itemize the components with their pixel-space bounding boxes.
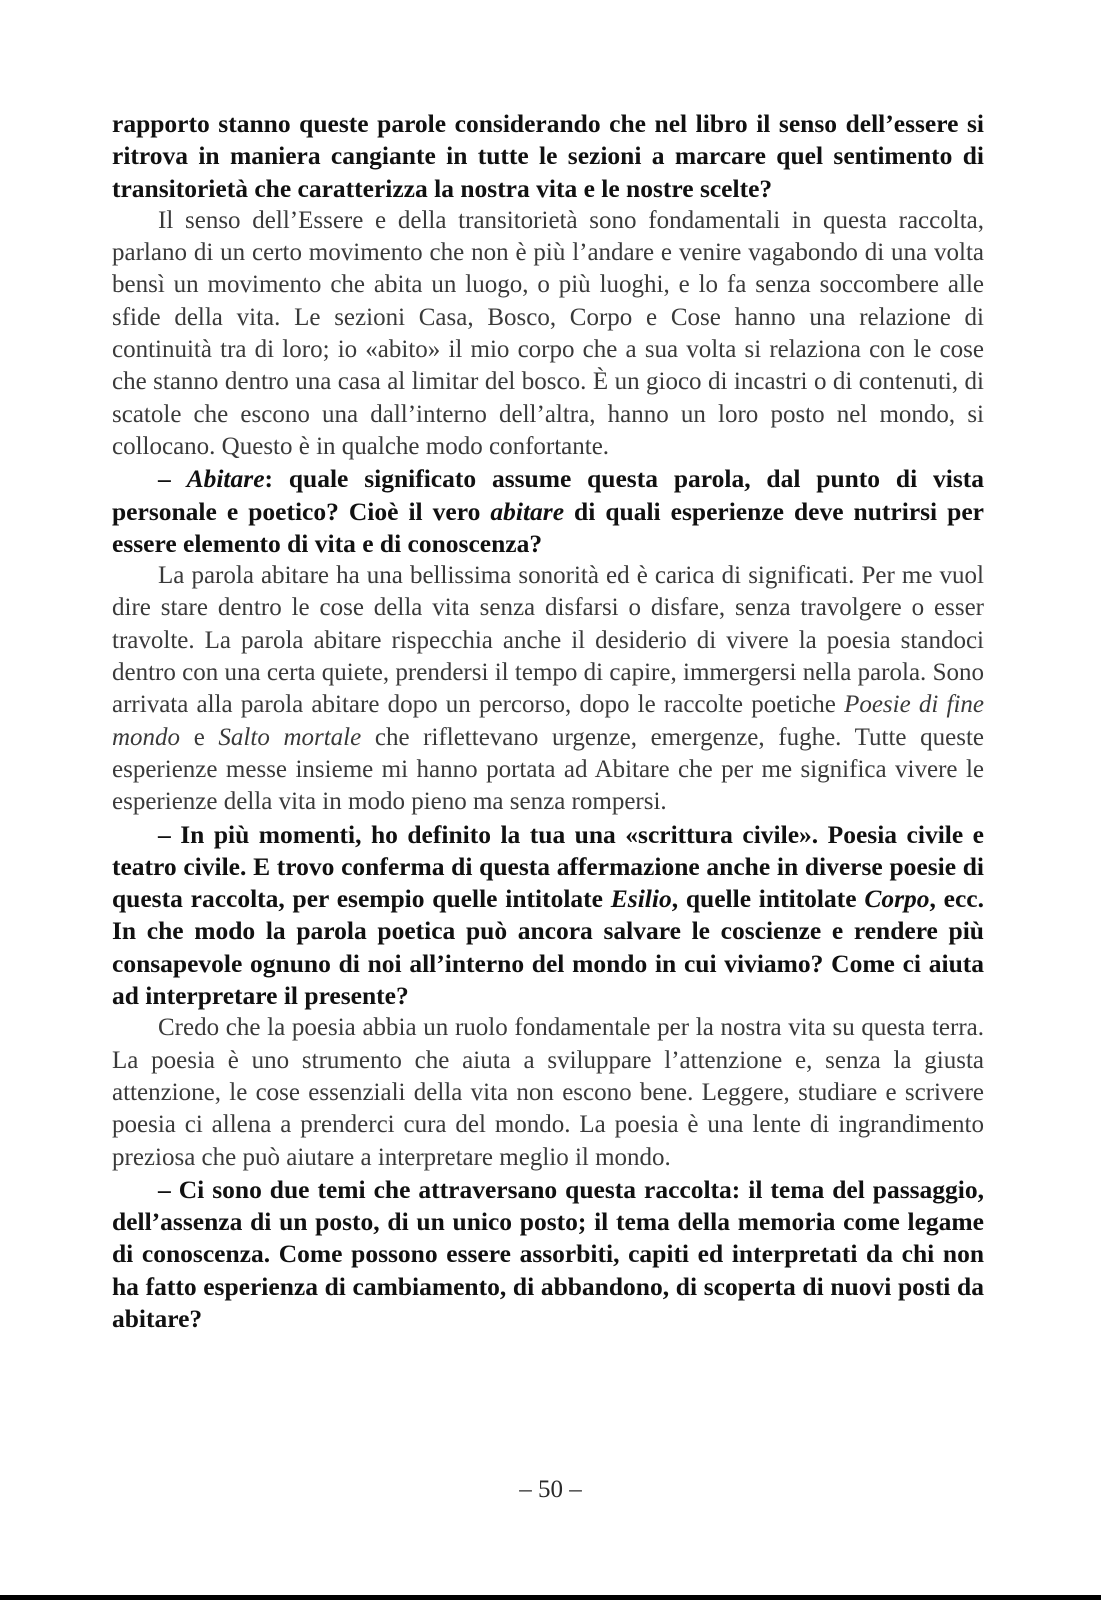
question-2-emphasis-abitare: Abitare xyxy=(186,464,265,494)
question-paragraph-4: – Ci sono due temi che attraversano questa raccolta: il tema del passaggio, dell’assenza di un posto, di un unico posto; il tema della memoria come legame di conoscenza. Come possono essere assorbiti, capiti ed interpretati da chi non ha fatto esperienza di cambiamento, di abbandono, di scoperta di nuovi posti da abitare? xyxy=(112,1174,984,1333)
answer-paragraph-3: Credo che la poesia abbia un ruolo fondamentale per la nostra vita su questa terra. La poesia è uno strumento che aiuta a sviluppare l’attenzione e, senza la giusta attenzione, le cose essenziali della vita non escono bene. Leggere, studiare e scrivere poesia ci allena a prenderci cura del mondo. La poesia è una lente di ingrandimento preziosa che può aiutare a interpretare meglio il mondo. xyxy=(112,1014,984,1171)
question-paragraph-1: rapporto stanno queste parole considerando che nel libro il senso dell’essere si ritrova in maniera cangiante in tutte le sezioni a marcare quel sentimento di transitorietà che caratterizza la nostra vita e le nostre scelte? xyxy=(112,109,984,203)
question-2-suffix: di quali esperienze deve nutrirsi per essere elemento di vita e di conoscenza? xyxy=(112,496,984,558)
answer-2-suffix: che riflettevano urgenze, emergenze, fughe. Tutte queste esperienze messe insieme mi hanno portata ad Abitare che per me significa vivere le esperienze della vita in modo pieno ma senza rompersi. xyxy=(112,723,984,816)
question-2-emphasis-abitare-2: abitare xyxy=(490,496,565,526)
poem-title-corpo: Corpo xyxy=(864,884,930,914)
page-body xyxy=(112,108,984,1335)
page-number: – 50 – xyxy=(519,1476,582,1503)
question-2-middle: : quale significato assume questa parola, dal punto di vista personale e poetico? Cioè il vero xyxy=(112,464,984,526)
book-title-poesie-di-fine-mondo: Poesie di fine mondo xyxy=(112,691,985,751)
question-2-prefix: – xyxy=(158,464,187,494)
answer-2-prefix: La parola abitare ha una bellissima sonorità ed è carica di significati. Per me vuol dire stare dentro le cose della vita senza disfarsi o disfare, senza travolgere o esser travolte. La parola abitare rispecchia anche il desiderio di vivere la poesia standoci dentro con una certa quiete, prendersi il tempo di capire, immergersi nella parola. Sono arrivata alla parola abitare dopo un percorso, dopo le raccolte poetiche xyxy=(112,562,984,719)
question-3-prefix: – In più momenti, ho definito la tua una «scrittura civile». Poesia civile e teatro civile. E trovo conferma di questa affermazione anche in diverse poesie di questa raccolta, per esempio quelle intitolate xyxy=(112,819,984,914)
book-title-salto-mortale: Salto mortale xyxy=(218,723,362,751)
question-paragraph-2 xyxy=(112,463,984,560)
question-3-suffix: , ecc. In che modo la parola poetica può ancora salvare le coscienze e rendere più consapevole ognuno di noi all’interno del mondo in cui viviamo? Come ci aiuta ad interpretare il presente? xyxy=(112,884,984,1011)
answer-paragraph-2 xyxy=(112,560,984,818)
poem-title-esilio: Esilio xyxy=(610,884,672,914)
question-3-middle: , quelle intitolate xyxy=(671,884,865,914)
bottom-border xyxy=(0,1595,1101,1600)
question-paragraph-3 xyxy=(112,819,984,1013)
answer-paragraph-1: Il senso dell’Essere e della transitorietà sono fondamentali in questa raccolta, parlano di un certo movimento che non è più l’andare e venire vagabondo di una volta bensì un movimento che abita un luogo, o più luoghi, e lo fa senza soccombere alle sfide della vita. Le sezioni Casa, Bosco, Corpo e Cose hanno una relazione di continuità tra di loro; io «abito» il mio corpo che a sua volta si relaziona con le cose che stanno dentro una casa al limitar del bosco. È un gioco di incastri o di contenuti, di scatole che escono una dall’interno dell’altra, hanno un loro posto nel mondo, si collocano. Questo è in qualche modo confortante. xyxy=(112,206,984,460)
answer-2-middle: e xyxy=(180,723,219,751)
